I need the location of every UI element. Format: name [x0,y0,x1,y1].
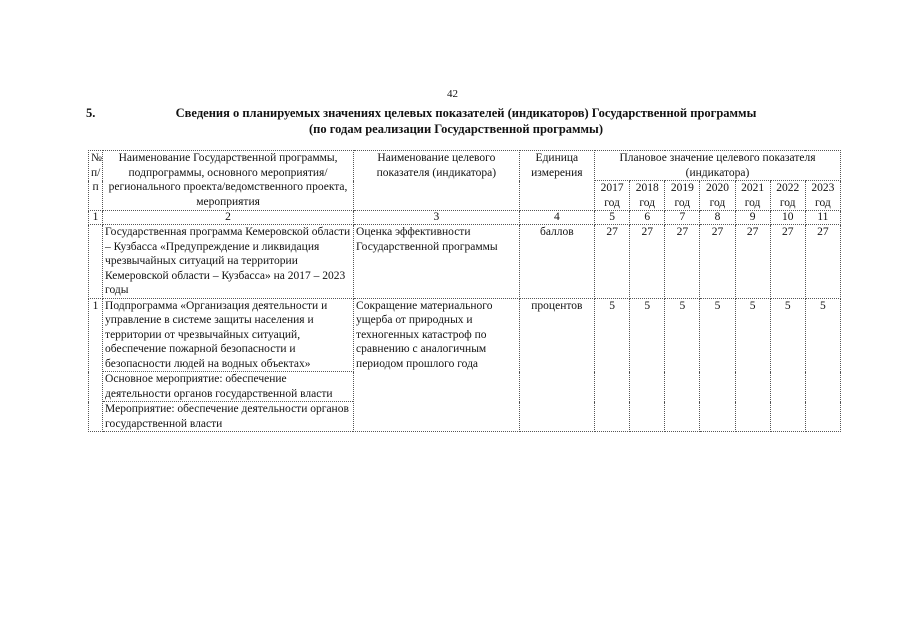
header-year: 2021 год [735,181,770,211]
row-value: 5 [735,298,770,432]
header-program: Наименование Государственной программы, подпрограммы, основного мероприятия/регионального проекта/ведомственного проекта, мероприятия [103,151,354,211]
column-number: 9 [735,211,770,225]
header-planned: Плановое значение целевого показателя (индикатора) [595,151,841,181]
section-number: 5. [86,106,96,120]
row-value: 27 [770,225,805,299]
title-line-1: Сведения о планируемых значениях целевых показателей (индикаторов) Государственной программы [175,106,757,120]
column-number: 6 [630,211,665,225]
header-year: 2019 год [665,181,700,211]
row-value: 27 [735,225,770,299]
header-year: 2018 год [630,181,665,211]
row-value: 27 [630,225,665,299]
row-value: 5 [700,298,735,432]
row-value: 5 [770,298,805,432]
row-program: Мероприятие: обеспечение деятельности органов государственной власти [103,402,354,432]
header-year: 2022 год [770,181,805,211]
column-number: 2 [103,211,354,225]
title-line-2: (по годам реализации Государственной программы) [309,122,603,136]
table-row-subprogram [89,298,841,372]
header-year: 2020 год [700,181,735,211]
row-indicator: Оценка эффективности Государственной программы [354,225,520,299]
column-number: 11 [805,211,840,225]
row-program: Основное мероприятие: обеспечение деятельности органов государственной власти [103,372,354,402]
row-value: 27 [665,225,700,299]
row-program: Государственная программа Кемеровской области – Кузбасса «Предупреждение и ликвидация чрезвычайных ситуаций на территории Кемеровской области – Кузбасса» на 2017 – 2023 годы [103,225,354,299]
row-num [89,225,103,299]
row-unit: процентов [519,298,594,432]
row-value: 27 [595,225,630,299]
column-number: 4 [519,211,594,225]
row-unit: баллов [519,225,594,299]
row-num: 1 [89,298,103,432]
row-value: 27 [805,225,840,299]
row-value: 5 [595,298,630,432]
header-year: 2017 год [595,181,630,211]
row-value: 27 [700,225,735,299]
section-title [86,105,826,137]
row-program: Подпрограмма «Организация деятельности и управление в системе защиты населения и территории от чрезвычайных ситуаций, обеспечение пожарной безопасности и безопасности людей на водных объектах» [103,298,354,372]
indicators-table [88,150,841,432]
row-value: 5 [630,298,665,432]
column-number: 10 [770,211,805,225]
column-number: 8 [700,211,735,225]
table-row-program [89,225,841,299]
column-number: 3 [354,211,520,225]
row-indicator: Сокращение материального ущерба от природных и техногенных катастроф по сравнению с аналогичным периодом прошлого года [354,298,520,432]
column-number: 7 [665,211,700,225]
column-numbers-row [89,211,841,225]
row-value: 5 [805,298,840,432]
header-row [89,151,841,181]
page-number: 42 [447,88,458,100]
column-number: 1 [89,211,103,225]
header-year: 2023 год [805,181,840,211]
header-num: № п/п [89,151,103,211]
row-value: 5 [665,298,700,432]
header-indicator: Наименование целевого показателя (индикатора) [354,151,520,211]
column-number: 5 [595,211,630,225]
header-unit: Единица измерения [519,151,594,211]
